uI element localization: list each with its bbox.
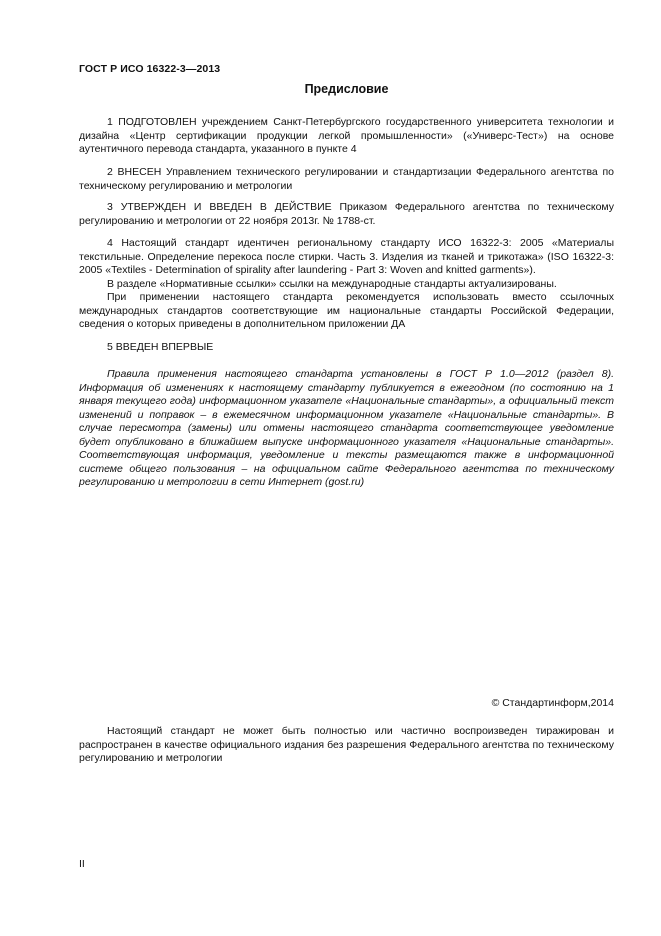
item-4-references-note: В разделе «Нормативные ссылки» ссылки на международные стандарты актуализированы.: [107, 277, 557, 290]
reproduction-notice-paragraph: Настоящий стандарт не может быть полностью или частично воспроизведен тиражирован и распространен в качестве официального издания без разрешения Федерального агентства по техническому регулированию и метрологии: [79, 725, 614, 764]
document-code: ГОСТ Р ИСО 16322-3—2013: [79, 63, 221, 75]
rules-note-block: [79, 368, 614, 490]
page-number: II: [79, 858, 85, 870]
copyright-notice: © Стандартинформ,2014: [491, 697, 614, 709]
page-title: Предисловие: [304, 82, 389, 96]
item-4-block: [79, 237, 614, 332]
item-5-block: [79, 341, 614, 355]
item-3-block: [79, 201, 614, 228]
item-2-paragraph: 2 ВНЕСЕН Управлением технического регулировании и стандартизации Федерального агентства по техническому регулированию и метрологии: [79, 166, 614, 192]
item-5-paragraph: 5 ВВЕДЕН ВПЕРВЫЕ: [107, 341, 214, 353]
rules-note-paragraph: Правила применения настоящего стандарта установлены в ГОСТ Р 1.0—2012 (раздел 8). Информация об изменениях к настоящему стандарту публикуется в ежегодном (по состоянию на 1 января текущего года) информационном указателе «Национальные стандарты», а официальный текст изменений и поправок – в ежемесячном информационном указателе «Национальные стандарты». В случае пересмотра (замены) или отмены настоящего стандарта соответствующее уведомление будет опубликовано в ближайшем выпуске информационного указателя «Национальные стандарты». Соответствующая информация, уведомление и тексты размещаются также в информационной системе общего пользования – на официальном сайте Федерального агентства по техническому регулированию и метрологии в сети Интернет (gost.ru): [79, 368, 614, 488]
item-1-paragraph: 1 ПОДГОТОВЛЕН учреждением Санкт-Петербургского государственного университета технологии и дизайна «Центр сертификации продукции легкой промышленности» («Универс-Тест») на основе аутентичного перевода стандарта, указанного в пункте 4: [79, 116, 614, 155]
reproduction-notice-block: [79, 725, 614, 766]
item-4-application-note: При применении настоящего стандарта рекомендуется использовать вместо ссылочных международных стандартов соответствующие им национальные стандарты Российской Федерации, сведения о которых приведены в дополнительном приложении ДА: [79, 291, 614, 330]
item-2-block: [79, 166, 614, 193]
item-4-paragraph: 4 Настоящий стандарт идентичен региональному стандарту ИСО 16322-3: 2005 «Материалы текстильные. Определение перекоса после стирки. Часть 3. Изделия из тканей и трикотажа» (ISO 16322-3: 2005 «Textiles - Determination of spirality after laundering - Part 3: Woven and knitted garments»).: [79, 237, 614, 276]
item-1-block: [79, 116, 614, 157]
item-3-paragraph: 3 УТВЕРЖДЕН И ВВЕДЕН В ДЕЙСТВИЕ Приказом Федерального агентства по техническому регулированию и метрологии от 22 ноября 2013г. № 1788-ст.: [79, 201, 614, 227]
